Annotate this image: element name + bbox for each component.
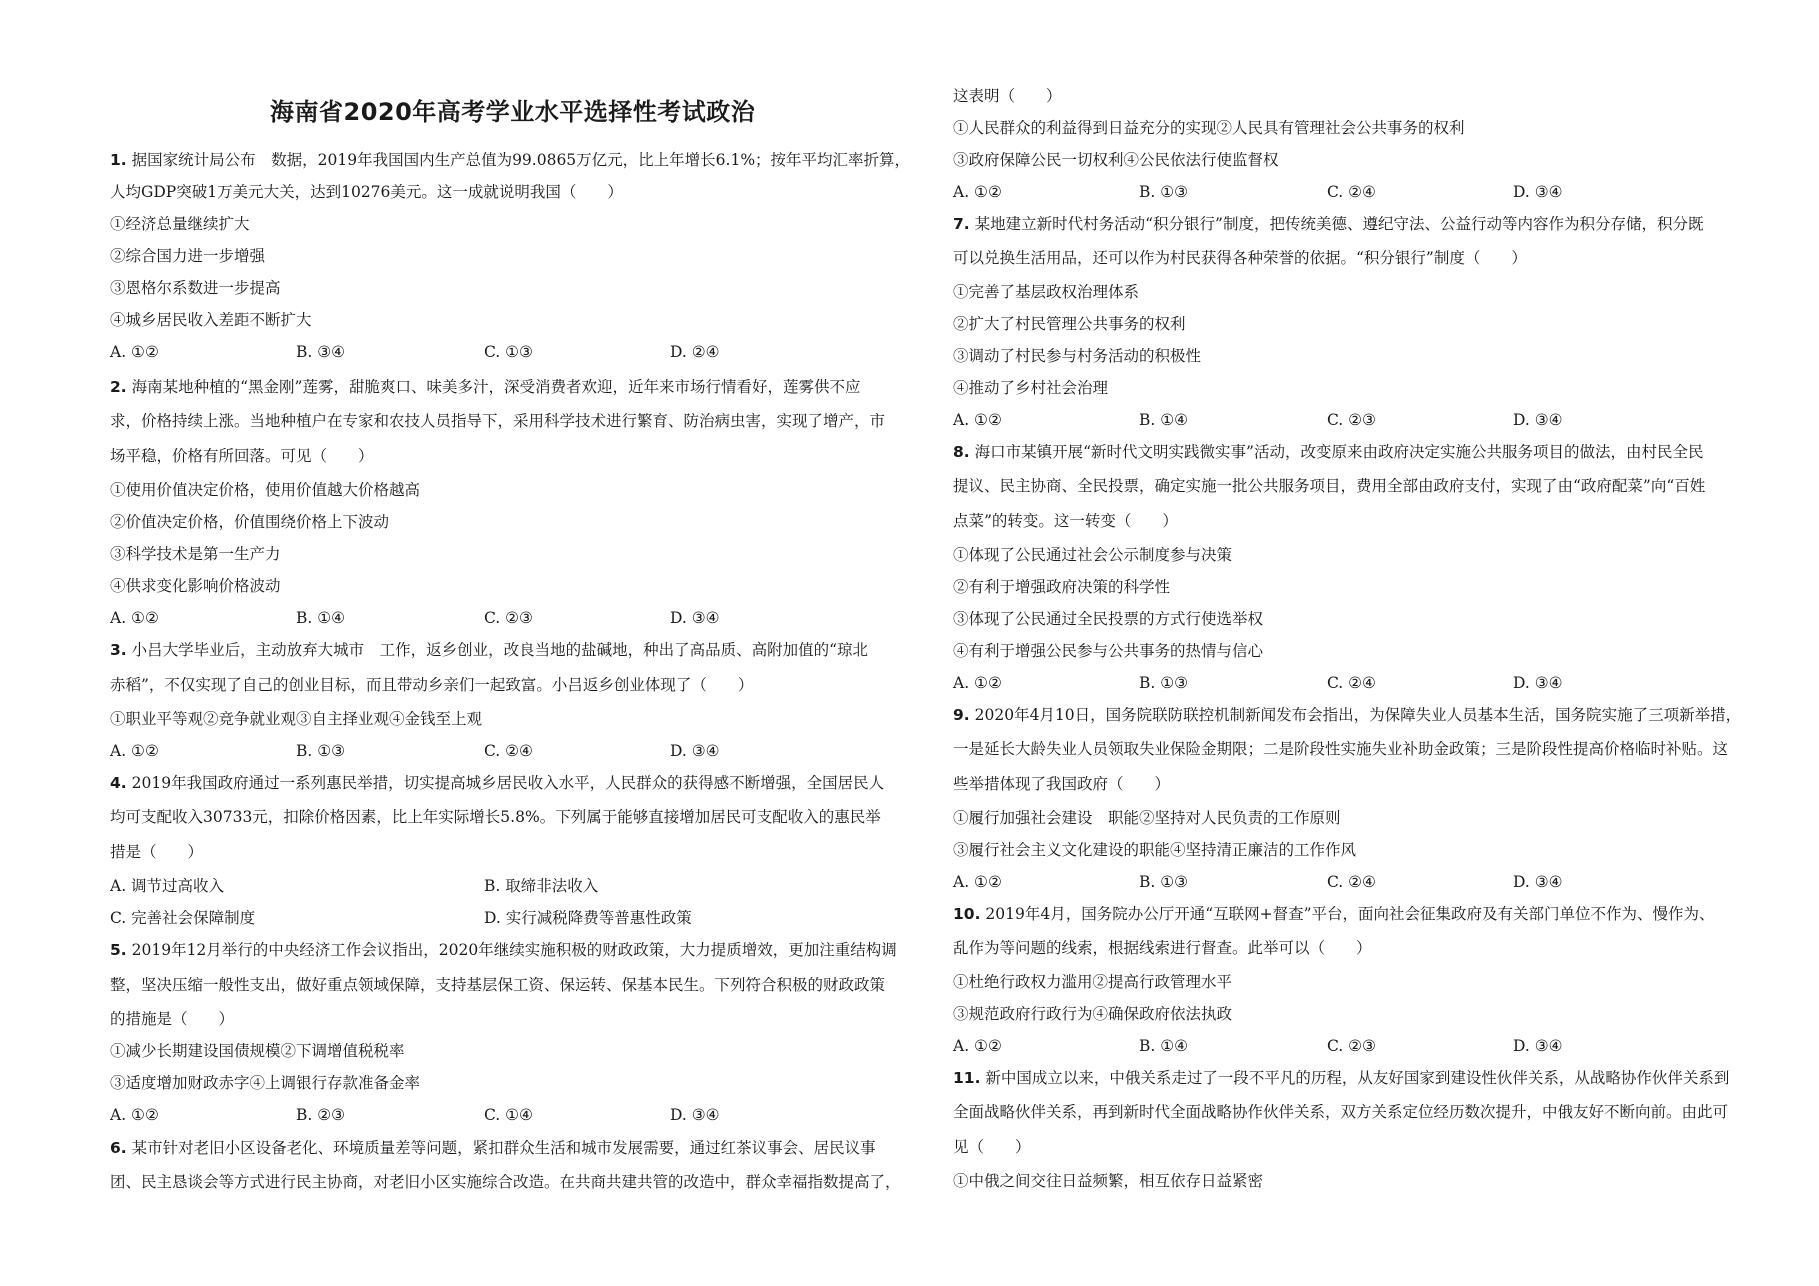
answer-option: C. ②④: [1327, 674, 1376, 692]
answer-option: C. ②④: [1327, 183, 1376, 201]
line-text: ③政府保障公民一切权利④公民依法行使监督权: [953, 151, 1279, 169]
text-line: [953, 314, 1186, 334]
line-text: 措是（ ）: [110, 843, 204, 861]
text-line: [953, 346, 1201, 366]
answer-option: B. ①③: [1139, 873, 1189, 891]
line-text: 这表明（ ）: [953, 87, 1062, 105]
answer-option: D. ③④: [670, 1106, 720, 1124]
text-line: [953, 86, 1062, 106]
line-text: 赤稻”，不仅实现了自己的创业目标，而且带动乡亲们一起致富。小吕返乡创业体现了（ ）: [110, 676, 754, 694]
question-line: [110, 773, 884, 793]
page-title: 海南省2020年高考学业水平选择性考试政治: [270, 98, 756, 126]
text-line: [953, 808, 1341, 828]
text-line: [110, 675, 753, 695]
text-line: [110, 214, 250, 234]
text-line: [953, 1171, 1263, 1191]
line-text: ②有利于增强政府决策的科学性: [953, 578, 1171, 596]
question-number: 3.: [110, 641, 127, 659]
line-text: 海口市某镇开展“新时代文明实践微实事”活动，改变原来由政府决定实施公共服务项目的做法，由村民全民: [974, 443, 1704, 461]
text-line: [953, 150, 1279, 170]
line-text: 团、民主恳谈会等方式进行民主协商，对老旧小区实施综合改造。在共商共建共管的改造中，群众幸福指数提高了，: [110, 1173, 901, 1191]
answer-option: B. 取缔非法收入: [484, 877, 599, 895]
answer-option: A. ①②: [953, 411, 1002, 429]
question-number: 1.: [110, 151, 127, 169]
line-text: ④城乡居民收入差距不断扩大: [110, 311, 312, 329]
line-text: ①职业平等观②竞争就业观③自主择业观④金钱至上观: [110, 710, 483, 728]
answer-option: A. 调节过高收入: [110, 877, 225, 895]
answer-option: D. 实行减税降费等普惠性政策: [484, 909, 692, 927]
answer-option: A. ①②: [110, 1106, 159, 1124]
line-text: ③体现了公民通过全民投票的方式行使选举权: [953, 610, 1264, 628]
line-text: 一是延长大龄失业人员领取失业保险金期限；二是阶段性实施失业补助金政策；三是阶段性提高价格临时补贴。这: [953, 740, 1729, 758]
line-text: ①人民群众的利益得到日益充分的实现②人民具有管理社会公共事务的权利: [953, 119, 1465, 137]
answer-option: D. ③④: [1513, 674, 1563, 692]
answer-option: C. ①③: [484, 343, 533, 361]
line-text: ①中俄之间交往日益频繁，相互依存日益紧密: [953, 1172, 1264, 1190]
text-line: [953, 1137, 1031, 1157]
answer-option: A. ①②: [110, 742, 159, 760]
line-text: ③适度增加财政赤字④上调银行存款准备金率: [110, 1074, 421, 1092]
text-line: [953, 609, 1263, 629]
answer-option: A. ①②: [953, 873, 1002, 891]
answer-option: A. ①②: [953, 674, 1002, 692]
text-line: [953, 476, 1705, 496]
line-text: ①体现了公民通过社会公示制度参与决策: [953, 546, 1233, 564]
text-line: [110, 411, 885, 431]
line-text: 些举措体现了我国政府（ ）: [953, 775, 1171, 793]
answer-option: D. ③④: [1513, 411, 1563, 429]
text-line: [953, 511, 1178, 531]
line-text: 2020年4月10日，国务院联防联控机制新闻发布会指出，为保障失业人员基本生活，国务院实施了三项新举措，: [974, 706, 1742, 724]
line-text: ④供求变化影响价格波动: [110, 577, 281, 595]
text-line: [953, 840, 1356, 860]
text-line: [110, 1172, 901, 1192]
text-line: [953, 739, 1728, 759]
line-text: ①经济总量继续扩大: [110, 215, 250, 233]
answer-option: D. ③④: [1513, 1037, 1563, 1055]
text-line: [110, 246, 265, 266]
line-text: ②扩大了村民管理公共事务的权利: [953, 315, 1186, 333]
answer-option: B. ①③: [1139, 674, 1189, 692]
question-line: [953, 442, 1703, 462]
answer-option: D. ③④: [1513, 183, 1563, 201]
line-text: 均可支配收入30733元，扣除价格因素，比上年实际增长5.8%。下列属于能够直接增加居民可支配收入的惠民举: [110, 808, 881, 826]
text-line: [110, 576, 281, 596]
answer-option: C. ①④: [484, 1106, 533, 1124]
answer-option: B. ②③: [296, 1106, 346, 1124]
text-line: [110, 807, 881, 827]
line-text: ①完善了基层政权治理体系: [953, 283, 1140, 301]
text-line: [110, 182, 623, 202]
text-line: [953, 1004, 1232, 1024]
text-line: [110, 1041, 405, 1061]
question-line: [110, 940, 897, 960]
line-text: ③恩格尔系数进一步提高: [110, 279, 281, 297]
line-text: 场平稳，价格有所回落。可见（ ）: [110, 447, 374, 465]
answer-option: C. ②④: [1327, 873, 1376, 891]
line-text: 海南某地种植的“黑金刚”莲雾，甜脆爽口、味美多汁，深受消费者欢迎，近年来市场行情看好，莲雾供不应: [131, 378, 861, 396]
text-line: [110, 446, 374, 466]
question-line: [953, 904, 1715, 924]
line-text: ①减少长期建设国债规模②下调增值税税率: [110, 1042, 405, 1060]
line-text: 见（ ）: [953, 1138, 1031, 1156]
answer-option: B. ①④: [296, 609, 346, 627]
line-text: 据国家统计局公布 数据，2019年我国国内生产总值为99.0865万亿元，比上年增长6.1%；按年平均汇率折算，: [131, 151, 911, 169]
answer-option: A. ①②: [953, 1037, 1002, 1055]
line-text: 求，价格持续上涨。当地种植户在专家和农技人员指导下，采用科学技术进行繁育、防治病虫害，实现了增产，市: [110, 412, 886, 430]
line-text: 某地建立新时代村务活动“积分银行”制度，把传统美德、遵纪守法、公益行动等内容作为积分存储，积分既: [974, 215, 1704, 233]
text-line: [953, 282, 1139, 302]
text-line: [110, 1009, 234, 1029]
question-line: [110, 150, 910, 170]
text-line: [953, 641, 1263, 661]
text-line: [953, 577, 1170, 597]
line-text: 点菜”的转变。这一转变（ ）: [953, 512, 1178, 530]
text-line: [110, 709, 482, 729]
answer-option: D. ③④: [670, 742, 720, 760]
text-line: [953, 972, 1232, 992]
answer-option: A. ①②: [110, 609, 159, 627]
text-line: [110, 544, 281, 564]
question-number: 6.: [110, 1139, 127, 1157]
line-text: 新中国成立以来，中俄关系走过了一段不平凡的历程，从友好国家到建设性伙伴关系，从战略协作伙伴关系到: [985, 1069, 1730, 1087]
answer-option: A. ①②: [953, 183, 1002, 201]
question-number: 9.: [953, 706, 970, 724]
question-line: [953, 214, 1703, 234]
answer-option: A. ①②: [110, 343, 159, 361]
question-number: 8.: [953, 443, 970, 461]
question-line: [953, 1068, 1729, 1088]
answer-option: D. ③④: [670, 609, 720, 627]
line-text: 人均GDP突破1万美元大关，达到10276美元。这一成就说明我国（ ）: [110, 183, 623, 201]
question-number: 7.: [953, 215, 970, 233]
answer-option: B. ①④: [1139, 411, 1189, 429]
line-text: ③履行社会主义文化建设的职能④坚持清正廉洁的工作作风: [953, 841, 1357, 859]
answer-option: B. ①④: [1139, 1037, 1189, 1055]
answer-option: C. ②③: [1327, 1037, 1376, 1055]
question-number: 2.: [110, 378, 127, 396]
question-line: [110, 1138, 876, 1158]
answer-option: B. ①③: [1139, 183, 1189, 201]
line-text: 的措施是（ ）: [110, 1010, 235, 1028]
text-line: [110, 842, 203, 862]
line-text: 提议、民主协商、全民投票，确定实施一批公共服务项目，费用全部由政府支付，实现了由“政府配菜”向“百姓: [953, 477, 1706, 495]
text-line: [110, 512, 389, 532]
line-text: 全面战略伙伴关系，再到新时代全面战略协作伙伴关系，双方关系定位经历数次提升，中俄友好不断向前。由此可: [953, 1103, 1729, 1121]
line-text: ②价值决定价格，价值围绕价格上下波动: [110, 513, 390, 531]
line-text: 小吕大学毕业后，主动放弃大城市 工作，返乡创业，改良当地的盐碱地，种出了高品质、高附加值的“琼北: [131, 641, 869, 659]
text-line: [953, 118, 1465, 138]
text-line: [110, 1073, 420, 1093]
text-line: [110, 310, 312, 330]
answer-option: C. ②④: [484, 742, 533, 760]
answer-option: C. ②③: [484, 609, 533, 627]
text-line: [110, 975, 885, 995]
text-line: [110, 480, 420, 500]
line-text: 2019年我国政府通过一系列惠民举措，切实提高城乡居民收入水平，人民群众的获得感不断增强，全国居民人: [131, 774, 885, 792]
line-text: ①杜绝行政权力滥用②提高行政管理水平: [953, 973, 1233, 991]
line-text: ①使用价值决定价格，使用价值越大价格越高: [110, 481, 421, 499]
text-line: [953, 248, 1527, 268]
question-number: 4.: [110, 774, 127, 792]
question-line: [953, 705, 1741, 725]
answer-option: B. ③④: [296, 343, 346, 361]
line-text: ②综合国力进一步增强: [110, 247, 266, 265]
text-line: [953, 1102, 1728, 1122]
text-line: [953, 774, 1170, 794]
text-line: [953, 378, 1108, 398]
line-text: ③规范政府行政行为④确保政府依法执政: [953, 1005, 1233, 1023]
answer-option: B. ①③: [296, 742, 346, 760]
text-line: [953, 938, 1372, 958]
question-line: [110, 377, 860, 397]
question-number: 5.: [110, 941, 127, 959]
question-line: [110, 640, 868, 660]
question-number: 11.: [953, 1069, 981, 1087]
line-text: 乱作为等问题的线索，根据线索进行督查。此举可以（ ）: [953, 939, 1372, 957]
line-text: ③科学技术是第一生产力: [110, 545, 281, 563]
answer-option: C. ②③: [1327, 411, 1376, 429]
line-text: 2019年12月举行的中央经济工作会议指出，2020年继续实施积极的财政政策，大力提质增效，更加注重结构调: [131, 941, 897, 959]
line-text: ④有利于增强公民参与公共事务的热情与信心: [953, 642, 1264, 660]
text-line: [110, 278, 281, 298]
answer-option: D. ③④: [1513, 873, 1563, 891]
question-number: 10.: [953, 905, 981, 923]
line-text: ④推动了乡村社会治理: [953, 379, 1109, 397]
answer-option: D. ②④: [670, 343, 720, 361]
line-text: 某市针对老旧小区设备老化、环境质量差等问题，紧扣群众生活和城市发展需要，通过红茶议事会、居民议事: [131, 1139, 876, 1157]
text-line: [953, 545, 1232, 565]
line-text: 可以兑换生活用品，还可以作为村民获得各种荣誉的依据。“积分银行”制度（ ）: [953, 249, 1527, 267]
line-text: 整，坚决压缩一般性支出，做好重点领域保障，支持基层保工资、保运转、保基本民生。下列符合积极的财政政策: [110, 976, 886, 994]
line-text: 2019年4月，国务院办公厅开通“互联网+督查”平台，面向社会征集政府及有关部门单位不作为、慢作为、: [985, 905, 1715, 923]
line-text: ①履行加强社会建设 职能②坚持对人民负责的工作原则: [953, 809, 1341, 827]
answer-option: C. 完善社会保障制度: [110, 909, 256, 927]
line-text: ③调动了村民参与村务活动的积极性: [953, 347, 1202, 365]
